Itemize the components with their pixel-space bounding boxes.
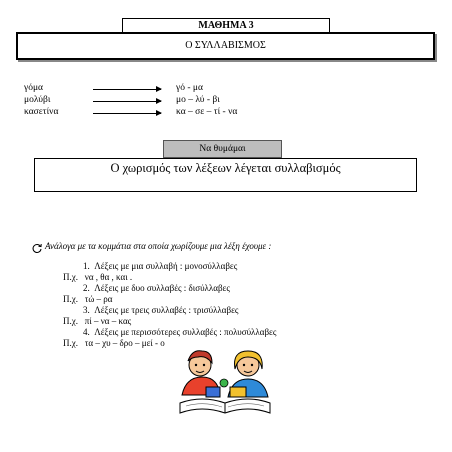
list-example-4	[63, 338, 165, 349]
list-marker: 1.	[83, 261, 90, 271]
example-word: γόμα	[24, 83, 44, 93]
list-text: Λέξεις με μια συλλαβή : μονοσύλλαβες	[94, 261, 238, 271]
rule-text: Ο χωρισμός των λέξεων λέγεται συλλαβισμός	[110, 161, 341, 175]
intro-text: Ανάλογα με τα κομμάτια στα οποία χωρίζουμε μια λέξη έχουμε :	[45, 241, 272, 251]
lesson-title: ΜΑΘΗΜΑ 3	[122, 18, 330, 32]
example-text: τα – χυ – δρο – μεί - ο	[84, 338, 165, 348]
arrow-right-icon	[93, 113, 161, 114]
example-marker: Π.χ.	[63, 294, 78, 304]
list-example-2	[63, 294, 113, 305]
arrow-right-icon	[93, 89, 161, 90]
list-text: Λέξεις με περισσότερες συλλαβές : πολυσύλλαβες	[94, 327, 277, 337]
arrow-right-icon	[93, 101, 161, 102]
list-item-4	[83, 327, 276, 338]
remember-tab: Να θυμάμαι	[163, 140, 282, 158]
example-syllables: γό - μα	[176, 83, 203, 93]
example-word: κασετίνα	[24, 107, 59, 117]
lesson-subtitle: Ο ΣΥΛΛΑΒΙΣΜΟΣ	[16, 32, 435, 60]
example-marker: Π.χ.	[63, 338, 78, 348]
example-syllables: κα – σε – τί - να	[176, 107, 238, 117]
example-marker: Π.χ.	[63, 316, 78, 326]
rule-box	[34, 158, 417, 192]
list-item-3	[83, 305, 238, 316]
example-syllables: μο – λύ - βι	[176, 95, 220, 105]
list-example-1	[63, 272, 132, 283]
example-text: πί – να – κας	[84, 316, 132, 326]
list-example-3	[63, 316, 131, 327]
example-word: μολύβι	[24, 95, 51, 105]
example-marker: Π.χ.	[63, 272, 78, 282]
list-text: Λέξεις με τρεις συλλαβές : τρισύλλαβες	[94, 305, 239, 315]
example-text: να , θα , και .	[84, 272, 133, 282]
list-item-2	[83, 283, 230, 294]
clockwise-arrow-icon	[31, 241, 43, 253]
list-marker: 3.	[83, 305, 90, 315]
example-text: τώ – ρα	[84, 294, 113, 304]
children-reading-icon	[172, 343, 278, 419]
list-marker: 2.	[83, 283, 90, 293]
list-marker: 4.	[83, 327, 90, 337]
list-item-1	[83, 261, 237, 272]
list-text: Λέξεις με δυο συλλαβές : δισύλλαβες	[94, 283, 230, 293]
